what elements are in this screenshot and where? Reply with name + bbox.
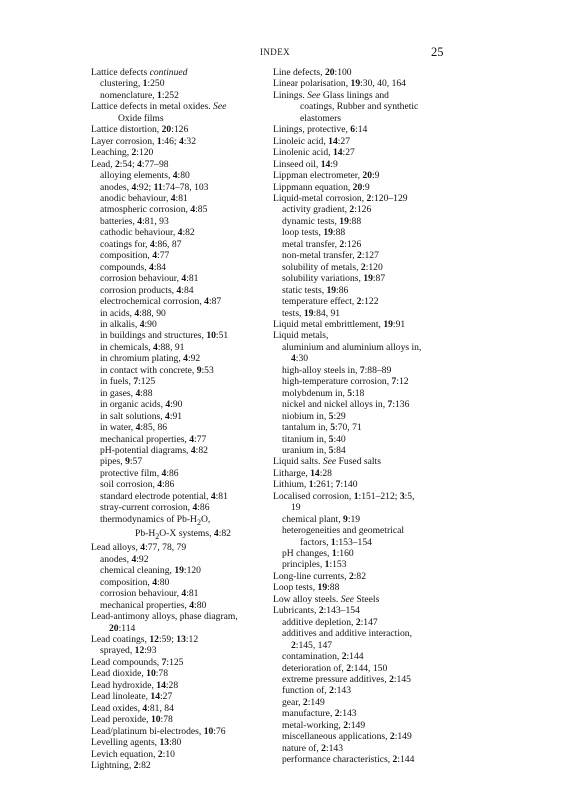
index-entry: Levelling agents, 13:80 [91,737,182,749]
index-entry: sprayed, 12:93 [100,645,157,657]
running-head-title: INDEX [260,47,290,57]
index-entry: Lattice defects continued [91,67,188,78]
index-entry: nature of, 2:143 [282,742,344,754]
index-entry: Lead oxides, 4:81, 84 [91,702,174,714]
index-entry: Linoleic acid, 14:27 [273,135,351,147]
index-entry: Lead peroxide, 10:78 [91,714,173,726]
index-entry: deterioration of, 2:144, 150 [282,662,388,674]
index-entry: extreme pressure additives, 2:145 [282,674,411,686]
index-entry: contamination, 2:144 [282,651,364,663]
index-entry: Loop tests, 19:88 [273,582,340,594]
index-column-right [273,67,473,766]
index-entry: stray-current corrosion, 4:86 [100,502,210,514]
index-entry: elastomers [300,112,342,124]
index-entry: Lippman electrometer, 20:9 [273,170,380,182]
index-entry: Lead-antimony alloys, phase diagram, [91,611,238,623]
index-entry: electrochemical corrosion, 4:87 [100,296,222,308]
index-entry: atmospheric corrosion, 4:85 [100,204,208,216]
index-entry: clustering, 1:250 [100,78,165,90]
index-entry: anodes, 4:92; 11:74–78, 103 [100,181,209,193]
index-entry: in organic acids, 4:90 [100,399,183,411]
index-column-left [91,67,281,771]
page-number: 25 [431,45,444,59]
index-entry: Linolenic acid, 14:27 [273,147,355,159]
index-entry: performance characteristics, 2:144 [282,754,415,766]
index-entry: Line defects, 20:100 [273,67,352,78]
index-entry: Linseed oil, 14:9 [273,158,338,170]
index-entry: Linings, protective, 6:14 [273,124,368,136]
index-entry: Liquid-metal corrosion, 2:120–129 [273,192,408,204]
index-entry: corrosion behaviour, 4:81 [100,588,199,600]
index-entry: in salt solutions, 4:91 [100,410,183,422]
index-entry: Liquid metal embrittlement, 19:91 [273,318,406,330]
index-entry: pipes, 9:57 [100,456,143,468]
index-entry: in acids, 4:88, 90 [100,307,166,319]
index-entry: alloying elements, 4:80 [100,170,190,182]
index-entry: compounds, 4:84 [100,261,167,273]
index-entry: Lead dioxide, 10:78 [91,668,169,680]
index-entry: Lithium, 1:261; 7:140 [273,479,358,491]
index-entry: in chemicals, 4:88, 91 [100,341,185,353]
index-entry: in alkalis, 4:90 [100,318,157,330]
index-entry: composition, 4:77 [100,250,170,262]
index-entry: niobium in, 5:29 [282,410,346,422]
index-entry: in gases, 4:88 [100,387,153,399]
index-entry: metal-working, 2:149 [282,719,366,731]
index-entry: protective film, 4:86 [100,467,179,479]
index-entry: Lead/platinum bi-electrodes, 10:76 [91,725,226,737]
index-entry: additives and additive interaction, [282,628,413,640]
index-entry: cathodic behaviour, 4:82 [100,227,195,239]
index-entry: pH changes, 1:160 [282,548,354,560]
index-entry: Linings. See Glass linings and [273,89,389,101]
index-entry: mechanical properties, 4:80 [100,599,207,611]
index-entry: in contact with concrete, 9:53 [100,364,214,376]
index-entry: Long-line currents, 2:82 [273,570,366,582]
index-entry: in buildings and structures, 10:51 [100,330,229,342]
index-entry: 19 [291,502,301,514]
index-entry: heterogeneities and geometrical [282,525,404,537]
index-entry: tests, 19:84, 91 [282,307,341,319]
index-entry: tantalum in, 5:70, 71 [282,422,362,434]
index-entry: 20:114 [109,622,136,634]
index-entry: $Pb-H_2O-X$ systems, 4:82 [135,528,231,541]
index-entry: chemical cleaning, 19:120 [100,565,201,577]
index-entry: solubility of metals, 2:120 [282,261,383,273]
index-entry: Lead coatings, 12:59; 13:12 [91,634,199,646]
index-entry: in water, 4:85, 86 [100,422,168,434]
index-entry: Linear polarisation, 19:30, 40, 164 [273,78,406,90]
index-entry: loop tests, 19:88 [282,227,346,239]
index-entry: titanium in, 5:40 [282,433,346,445]
index-entry: batteries, 4:81, 93 [100,215,169,227]
index-entry: Lead linoleate, 14:27 [91,691,173,703]
index-entry: pH-potential diagrams, 4:82 [100,444,208,456]
index-entry: Lead hydroxide, 14:28 [91,679,179,691]
index-entry: Localised corrosion, 1:151–212; 3:5, [273,490,415,502]
index-entry: Lippmann equation, 20:9 [273,181,370,193]
index-entry: coatings for, 4:86, 87 [100,238,182,250]
index-entry: nomenclature, 1:252 [100,89,179,101]
index-entry: high-alloy steels in, 7:88–89 [282,364,392,376]
index-entry: Liquid salts. See Fused salts [273,456,381,468]
index-entry: 2:145, 147 [291,639,333,651]
index-entry: Lattice distortion, 20:126 [91,124,189,136]
index-entry: molybdenum in, 5:18 [282,387,365,399]
index-entry: metal transfer, 2:126 [282,238,362,250]
index-entry: miscellaneous applications, 2:149 [282,731,412,743]
index-entry: function of, 2:143 [282,685,352,697]
index-entry: Lead alloys, 4:77, 78, 79 [91,542,187,554]
index-entry: non-metal transfer, 2:127 [282,250,379,262]
index-entry: Lightning, 2:82 [91,760,151,771]
page-header [0,46,565,60]
index-entry: 4:30 [291,353,309,365]
index-entry: dynamic tests, 19:88 [282,215,362,227]
index-entry: Liquid metals, [273,330,329,342]
index-entry: anodes, 4:92 [100,553,149,565]
index-entry: Low alloy steels. See Steels [273,593,380,605]
index-entry: additive depletion, 2:147 [282,616,378,628]
index-entry: temperature effect, 2:122 [282,296,379,308]
index-entry: aluminium and aluminium alloys in, [282,341,422,353]
index-entry: activity gradient, 2:126 [282,204,372,216]
index-entry: solubility variations, 19:87 [282,273,386,285]
index-entry: Levich equation, 2:10 [91,748,175,760]
index-entry: soil corrosion, 4:86 [100,479,175,491]
index-entry: high-temperature corrosion, 7:12 [282,376,409,388]
index-entry: standard electrode potential, 4:81 [100,490,228,502]
index-entry: corrosion behaviour, 4:81 [100,273,199,285]
index-entry: Layer corrosion, 1:46; 4:32 [91,135,196,147]
index-entry: corrosion products, 4:84 [100,284,194,296]
index-entry: Lead compounds, 7:125 [91,656,184,668]
index-entry: uranium in, 5:84 [282,444,346,456]
index-entry: coatings, Rubber and synthetic [300,101,419,113]
index-entry: in chromium plating, 4:92 [100,353,201,365]
index-entry: factors, 1:153–154 [300,536,372,548]
index-entry: Lead, 2:54; 4:77–98 [91,158,169,170]
index-entry: anodic behaviour, 4:81 [100,192,188,204]
index-entry: Leaching, 2:120 [91,147,154,159]
index-entry: manufacture, 2:143 [282,708,357,720]
index-entry: principles, 1:153 [282,559,347,571]
index-entry: Lubricants, 2:143–154 [273,605,360,617]
index-entry: Litharge, 14:28 [273,467,332,479]
index-entry: static tests, 19:86 [282,284,349,296]
index-entry: mechanical properties, 4:77 [100,433,207,445]
index-entry: thermodynamics of $Pb-H_2O$, [100,513,211,527]
index-entry: gear, 2:149 [282,696,325,708]
index-entry: Oxide films [118,112,164,124]
index-entry: nickel and nickel alloys in, 7:136 [282,399,410,411]
index-entry: chemical plant, 9:19 [282,513,361,525]
index-entry: in fuels, 7:125 [100,376,156,388]
index-entry: Lattice defects in metal oxides. See [91,101,227,113]
index-entry: composition, 4:80 [100,576,170,588]
